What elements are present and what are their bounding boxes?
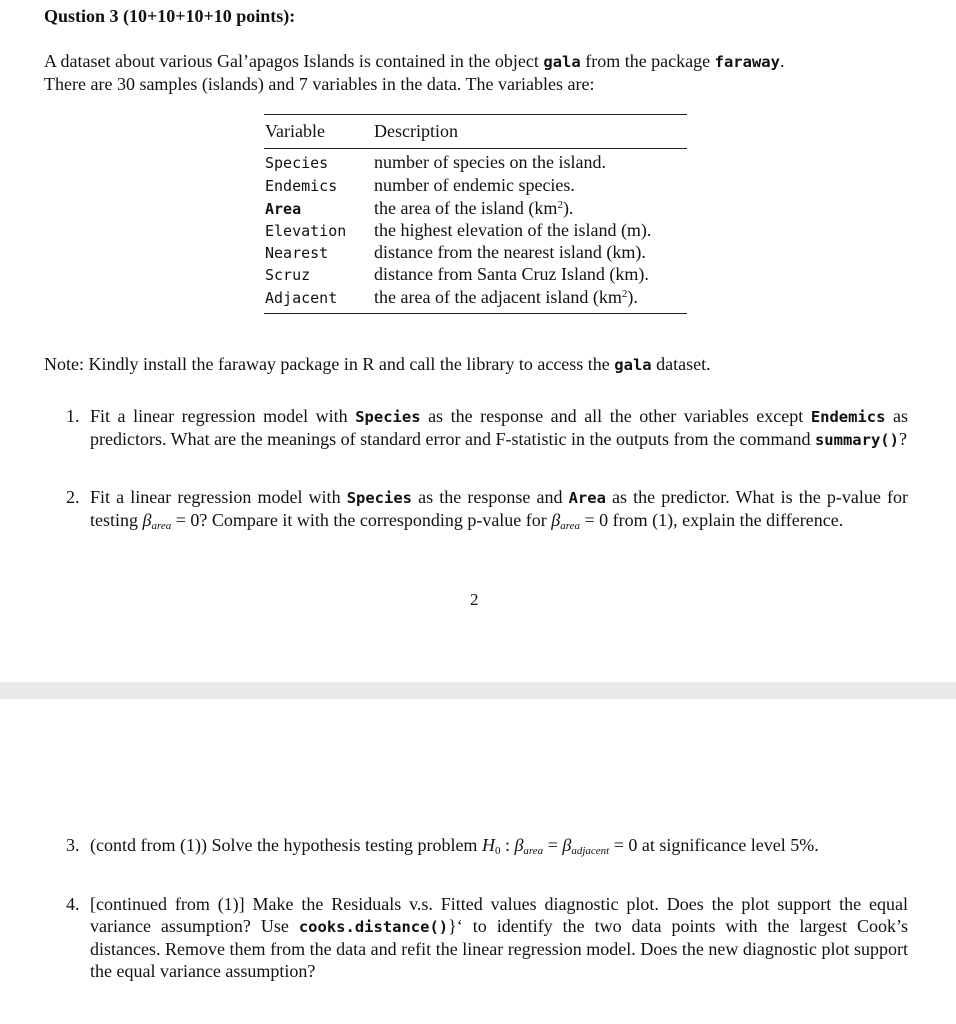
variable-description: number of species on the island. (374, 152, 606, 172)
desc-text: the area of the adjacent island (km (374, 287, 622, 307)
intro-text-line2: There are 30 samples (islands) and 7 variables in the data. The variables are: (44, 74, 595, 94)
page-number: 2 (470, 590, 479, 609)
note-text: Note: Kindly install the faraway package in R and call the library to access the (44, 354, 615, 374)
item-code: cooks.distance() (298, 918, 449, 936)
table-row (264, 287, 687, 309)
desc-text-end: ). (627, 287, 638, 307)
item-code: Area (568, 489, 606, 507)
item-text: = (543, 835, 563, 855)
h-subscript: 0 (494, 845, 501, 857)
beta-subscript: area (151, 520, 172, 532)
variable-description: distance from Santa Cruz Island (km). (374, 264, 649, 284)
table-header-rule (264, 148, 687, 149)
item-text: }‘ to identify the two data points with the largest Cook’s distances. Remove them from the data and refit the linear regression model. Does the new diagnostic plot support the equal variance assumption? (90, 916, 908, 981)
superscript: 2 (557, 199, 563, 211)
variable-name: Nearest (265, 244, 329, 262)
beta-symbol: β (142, 510, 152, 530)
note-code: gala (614, 356, 652, 374)
intro-package-code: faraway (714, 53, 780, 71)
desc-text-end: ). (562, 198, 574, 218)
item-number: 1. (66, 406, 80, 426)
item-text: [continued from (1)] Make the Residuals v.s. Fitted values diagnostic plot. Does the plot support the equal variance assumption? Use (90, 894, 908, 936)
variable-description: distance from the nearest island (km). (374, 242, 646, 262)
table-row (264, 152, 687, 174)
item-text: as the response and all the other variables except (420, 406, 811, 426)
intro-object-code: gala (543, 53, 581, 71)
beta-subscript: adjacent (571, 845, 610, 857)
item-text: ? (898, 429, 907, 449)
page-separator (0, 682, 956, 699)
note-paragraph (44, 353, 924, 376)
item-text: (contd from (1)) Solve the hypothesis testing problem (90, 835, 482, 855)
item-text: : (500, 835, 515, 855)
item-body (90, 486, 908, 537)
variable-name: Scruz (265, 266, 311, 284)
beta-symbol: β (514, 835, 524, 855)
beta-symbol: β (551, 510, 561, 530)
item-text: as predictors. What are the meanings of standard error and F-statistic in the outputs from the command (90, 406, 909, 449)
item-code: Species (346, 489, 413, 507)
item-body (90, 405, 908, 451)
variable-name: Species (265, 154, 329, 172)
intro-text-1: A dataset about various Gal’apagos Islands is contained in the object (44, 51, 544, 71)
table-row (264, 198, 687, 220)
table-header-description: Description (374, 121, 458, 141)
table-row (264, 264, 687, 286)
table-row (264, 175, 687, 197)
beta-symbol: β (562, 835, 572, 855)
item-number: 2. (66, 487, 80, 507)
variable-description (374, 198, 573, 219)
item-text: Fit a linear regression model with (90, 406, 356, 426)
item-text: = 0 at significance level 5%. (609, 835, 819, 855)
item-text: = 0? Compare it with the corresponding p-value for (171, 510, 552, 530)
item-body (90, 834, 908, 862)
variable-name: Endemics (265, 177, 338, 195)
item-body (90, 893, 908, 982)
beta-subscript: area (560, 520, 581, 532)
intro-text-2: from the package (580, 51, 715, 71)
variable-description: the highest elevation of the island (m). (374, 220, 652, 240)
beta-subscript: area (523, 845, 544, 857)
item-text: as the predictor. What is the p-value for testing (90, 487, 908, 530)
intro-paragraph (44, 50, 924, 95)
variable-name: Adjacent (265, 289, 338, 307)
item-code: summary() (814, 431, 899, 449)
variable-description (374, 287, 638, 308)
table-row (264, 220, 687, 242)
variable-name: Elevation (265, 222, 347, 240)
item-text: = 0 from (1), explain the difference. (580, 510, 844, 530)
item-number: 4. (66, 894, 80, 914)
table-row (264, 242, 687, 264)
item-code: Endemics (810, 408, 886, 426)
table-header-variable: Variable (265, 121, 325, 141)
variable-description: number of endemic species. (374, 175, 575, 195)
h-symbol: H (481, 835, 495, 855)
table-top-rule (264, 114, 687, 115)
item-text: as the response and (412, 487, 569, 507)
desc-text: the area of the island (km (374, 198, 558, 218)
note-text-end: dataset. (651, 354, 711, 374)
variable-name: Area (265, 200, 302, 218)
intro-text-3: . (779, 51, 785, 71)
question-title: Qustion 3 (10+10+10+10 points): (44, 6, 296, 26)
item-code: Species (355, 408, 421, 426)
table-bottom-rule (264, 313, 687, 314)
item-text: Fit a linear regression model with (90, 487, 347, 507)
superscript: 2 (621, 288, 628, 300)
item-number: 3. (66, 835, 80, 855)
